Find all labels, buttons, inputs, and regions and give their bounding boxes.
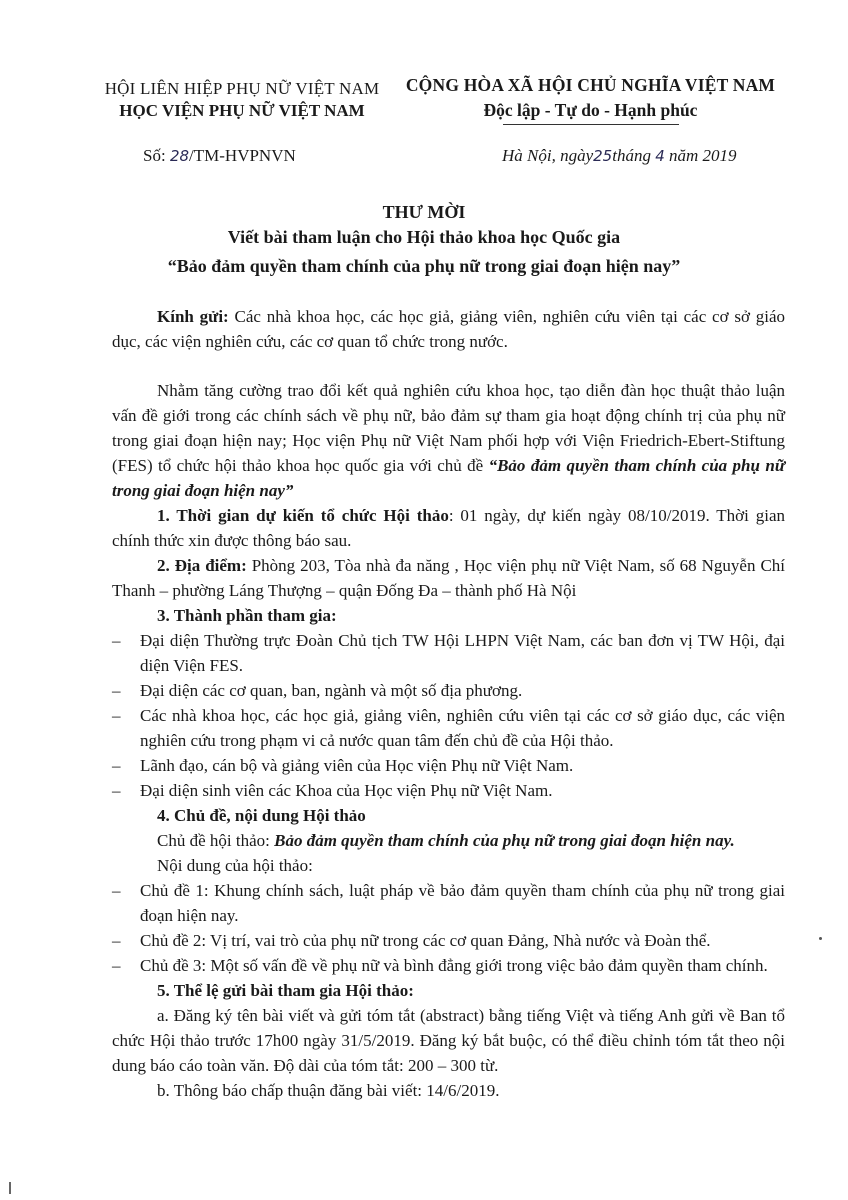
date-line: Hà Nội, ngày25tháng 4 năm 2019 bbox=[502, 146, 737, 165]
scan-speck bbox=[819, 937, 822, 940]
list-item: – Chủ đề 2: Vị trí, vai trò của phụ nữ trong các cơ quan Đảng, Nhà nước và Đoàn thể. bbox=[112, 931, 711, 950]
intro-paragraph: Nhằm tăng cường trao đổi kết quả nghiên cứu khoa học, tạo diễn đàn học thuật thảo luận vấn đề giới trong các chính sách về phụ nữ, bảo đảm sự tham gia hoạt động chính trị của phụ nữ trong giai đoạn hiện nay; Học viện Phụ nữ Việt Nam phối hợp với Viện Friedrich-Ebert-Stiftung (FES) tổ chức hội thảo khoa học quốc gia với chủ đề “Bảo đảm quyền tham chính của phụ nữ trong giai đoạn hiện nay” bbox=[112, 381, 786, 500]
list-item: – Chủ đề 3: Một số vấn đề về phụ nữ và bình đẳng giới trong việc bảo đảm quyền tham chính. bbox=[112, 956, 768, 975]
reference-number: Số: 28/TM-HVPNVN bbox=[143, 146, 296, 165]
document-body bbox=[112, 304, 785, 1103]
list-item: – Lãnh đạo, cán bộ và giảng viên của Học viện Phụ nữ Việt Nam. bbox=[112, 756, 574, 775]
scan-mark bbox=[9, 1182, 11, 1194]
topic-line: Chủ đề hội thảo: Bảo đảm quyền tham chính của phụ nữ trong giai đoạn hiện nay. bbox=[157, 831, 735, 850]
list-item: – Đại diện các cơ quan, ban, ngành và một số địa phương. bbox=[112, 681, 523, 700]
section-location: 2. Địa điểm: Phòng 203, Tòa nhà đa năng , Học viện phụ nữ Việt Nam, số 68 Nguyễn Chí Thanh – phường Láng Thượng – quận Đống Đa – thành phố Hà Nội bbox=[112, 556, 786, 600]
organization-header bbox=[92, 79, 392, 121]
rule-a: a. Đăng ký tên bài viết và gửi tóm tắt (abstract) bằng tiếng Việt và tiếng Anh gửi về Ban tổ chức Hội thảo trước 17h00 ngày 31/5/2019. Đăng ký bắt buộc, có thể điều chỉnh tóm tắt theo nội dung báo cáo toàn văn. Độ dài của tóm tắt: 200 – 300 từ. bbox=[112, 1006, 785, 1075]
content-label: Nội dung của hội thảo: bbox=[157, 856, 313, 875]
list-item: – Chủ đề 1: Khung chính sách, luật pháp về bảo đảm quyền tham chính của phụ nữ trong giai đoạn hiện nay. bbox=[112, 881, 785, 925]
list-item: – Đại diện Thường trực Đoàn Chủ tịch TW Hội LHPN Việt Nam, các ban đơn vị TW Hội, đại diện Viện FES. bbox=[112, 631, 785, 675]
list-item: – Các nhà khoa học, các học giả, giảng viên, nghiên cứu viên tại các cơ sở giáo dục, các viện nghiên cứu trong phạm vi cả nước quan tâm đến chủ đề của Hội thảo. bbox=[112, 706, 785, 750]
document-subtitle: Viết bài tham luận cho Hội thảo khoa học Quốc gia bbox=[227, 227, 621, 247]
conference-name: “Bảo đảm quyền tham chính của phụ nữ trong giai đoạn hiện nay” bbox=[167, 256, 681, 276]
handwritten-number: 28 bbox=[169, 147, 190, 165]
national-header bbox=[398, 75, 783, 125]
country-name: CỘNG HÒA XÃ HỘI CHỦ NGHĨA VIỆT NAM bbox=[405, 75, 776, 95]
issuing-organization: HỌC VIỆN PHỤ NỮ VIỆT NAM bbox=[119, 101, 365, 120]
list-item: – Đại diện sinh viên các Khoa của Học viện Phụ nữ Việt Nam. bbox=[112, 781, 553, 800]
section-time: 1. Thời gian dự kiến tổ chức Hội thảo: 01 ngày, dự kiến ngày 08/10/2019. Thời gian chính thức xin được thông báo sau. bbox=[112, 506, 785, 550]
national-motto: Độc lập - Tự do - Hạnh phúc bbox=[483, 100, 698, 120]
handwritten-month: 4 bbox=[655, 147, 665, 165]
section-rules-heading: 5. Thể lệ gửi bài tham gia Hội thảo: bbox=[157, 981, 414, 1000]
parent-organization: HỘI LIÊN HIỆP PHỤ NỮ VIỆT NAM bbox=[104, 79, 380, 98]
section-participants-heading: 3. Thành phần tham gia: bbox=[157, 606, 337, 625]
section-topic-heading: 4. Chủ đề, nội dung Hội thảo bbox=[157, 806, 366, 825]
recipients: Kính gửi: Các nhà khoa học, các học giả, giảng viên, nghiên cứu viên tại các cơ sở giáo dục, các viện nghiên cứu, các cơ quan tổ chức trong nước. bbox=[112, 307, 785, 351]
motto-underline bbox=[503, 124, 679, 125]
rule-b: b. Thông báo chấp thuận đăng bài viết: 14/6/2019. bbox=[157, 1081, 500, 1100]
document-title: THƯ MỜI bbox=[382, 202, 466, 222]
handwritten-day: 25 bbox=[593, 147, 613, 165]
